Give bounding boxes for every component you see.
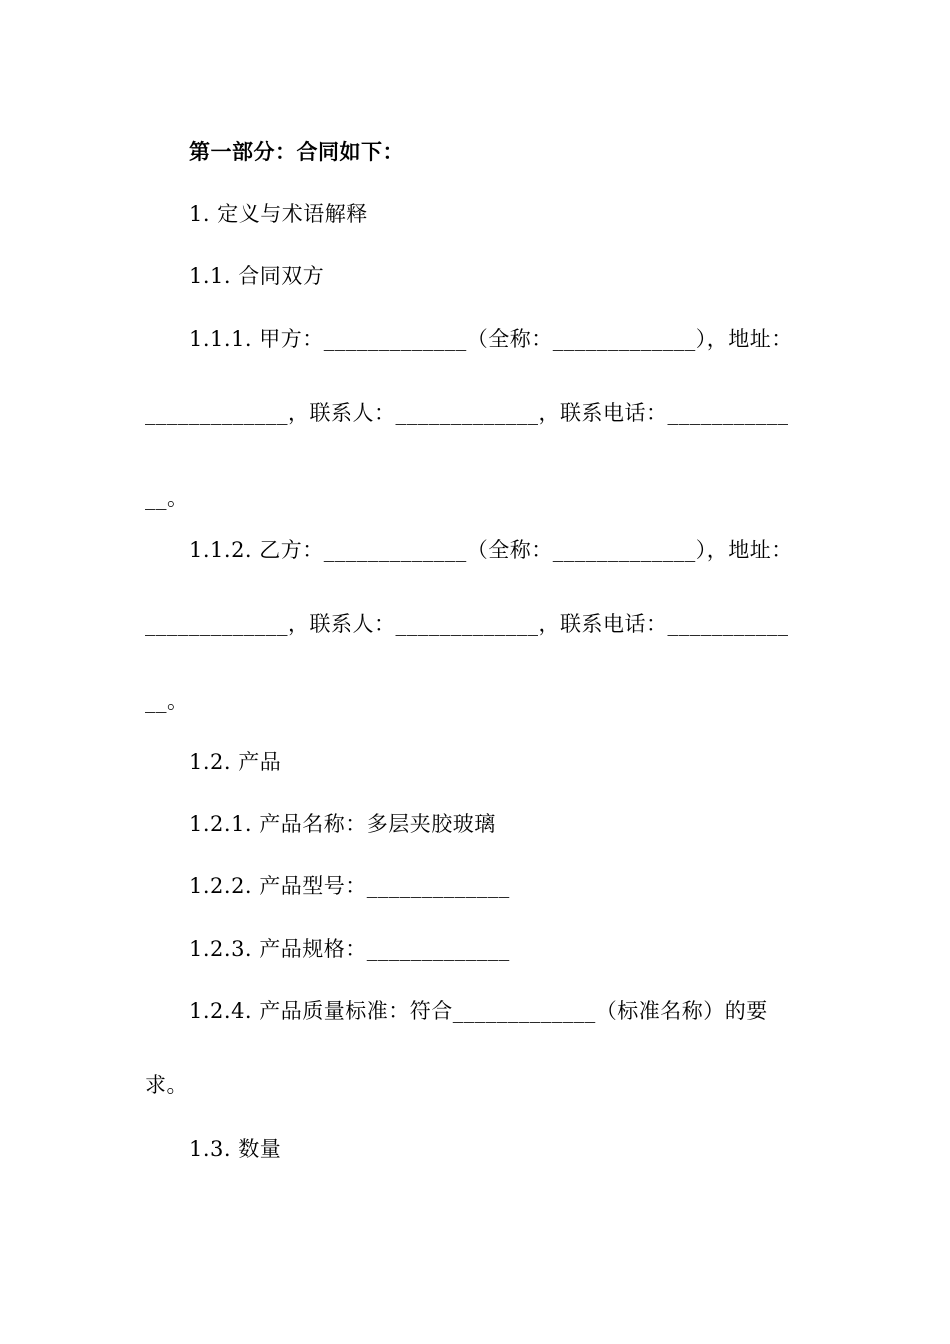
party-b-line-2: _____________，联系人：_____________，联系电话：___________ [145,612,789,636]
part-heading: 第一部分：合同如下： [189,139,404,164]
party-a-line-2: _____________，联系人：_____________，联系电话：___________ [145,401,789,425]
quality-standard-line-1: 1.2.4. 产品质量标准：符合_____________（标准名称）的要 [189,999,768,1023]
party-b-line-1: 1.1.2. 乙方：_____________（全称：_____________），地址： [189,538,793,562]
section-1-3-heading: 1.3. 数量 [189,1137,282,1161]
product-name-line: 1.2.1. 产品名称：多层夹胶玻璃 [189,812,496,836]
product-model-line: 1.2.2. 产品型号：_____________ [189,874,510,898]
section-1-heading: 1. 定义与术语解释 [189,202,368,226]
section-1-2-heading: 1.2. 产品 [189,750,282,774]
section-1-1-heading: 1.1. 合同双方 [189,264,325,288]
quality-standard-line-2: 求。 [145,1073,188,1097]
product-spec-line: 1.2.3. 产品规格：_____________ [189,937,510,961]
party-a-line-1: 1.1.1. 甲方：_____________（全称：_____________），地址： [189,327,793,351]
party-a-line-3: __。 [145,486,189,510]
party-b-line-3: __。 [145,689,189,713]
